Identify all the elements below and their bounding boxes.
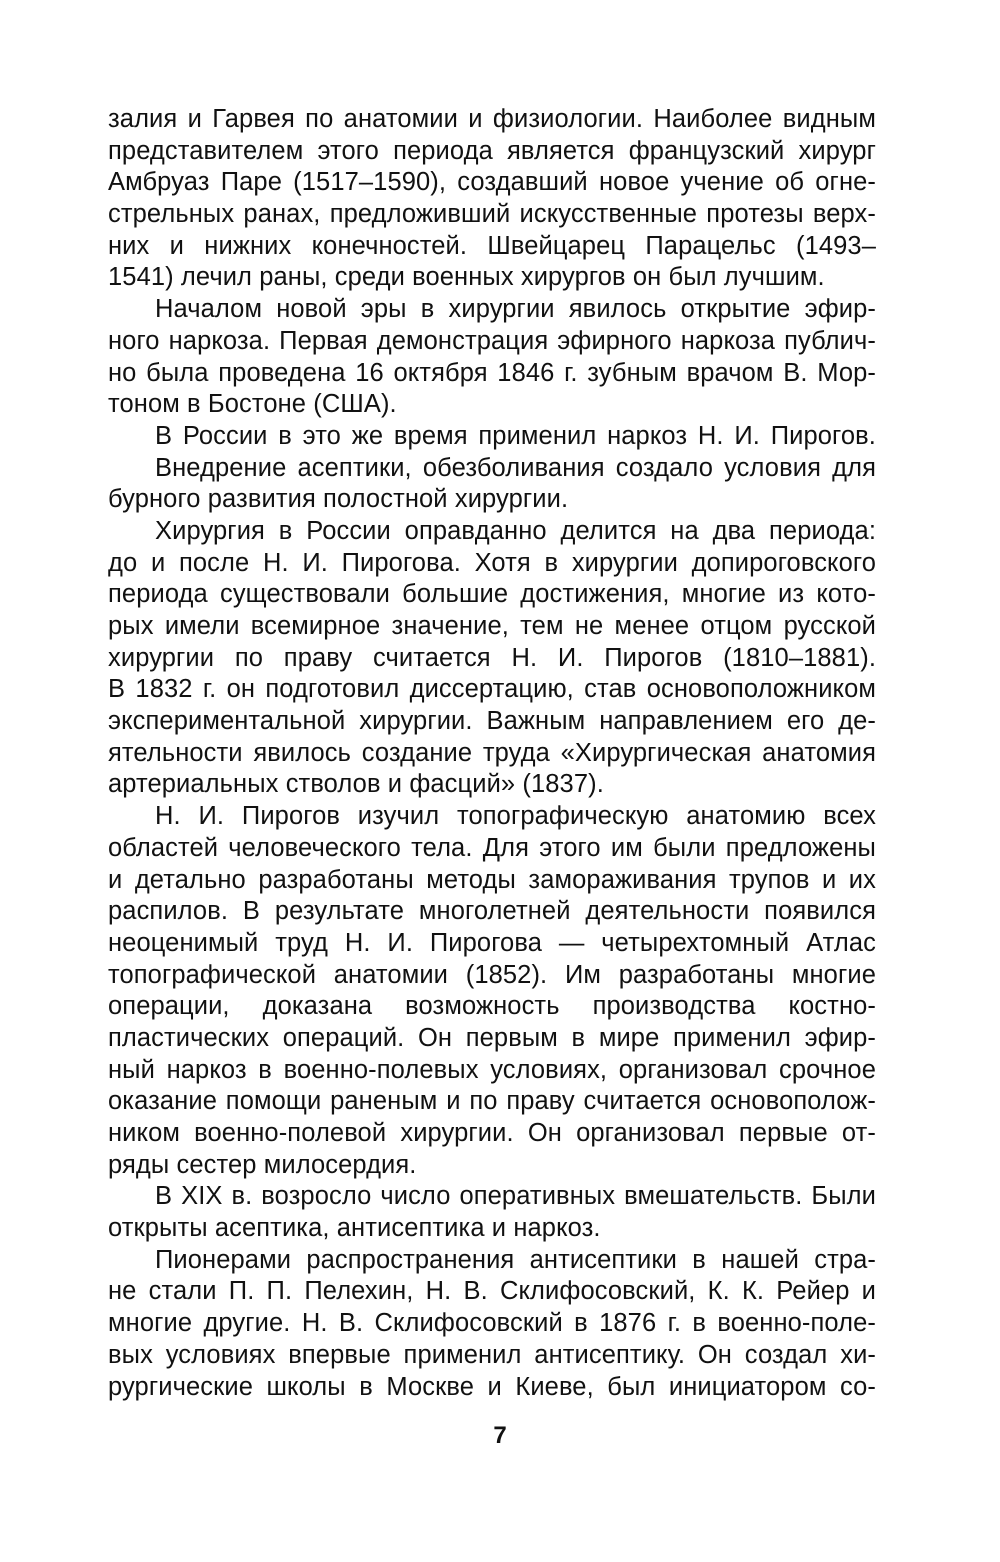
page-number: 7 [493, 1422, 507, 1449]
text-line: хирургии по праву считается Н. И. Пирогов (1810–1881). [108, 643, 876, 672]
text-line: Началом новой эры в хирургии явилось открытие эфир- [155, 295, 876, 324]
text-line: представителем этого периода является французский хирург [108, 136, 876, 165]
text-line: но была проведена 16 октября 1846 г. зубным врачом В. Мор- [108, 358, 876, 387]
text-line: Амбруаз Паре (1517–1590), создавший новое учение об огне- [108, 168, 876, 197]
paragraph [108, 421, 876, 453]
text-line: ного наркоза. Первая демонстрация эфирного наркоза публич- [108, 326, 876, 355]
paragraph [108, 453, 876, 516]
text-line: артериальных стволов и фасций» (1837). [108, 770, 604, 799]
text-line: В России в это же время применил наркоз Н. И. Пирогов. [155, 421, 876, 450]
text-line: до и после Н. И. Пирогова. Хотя в хирургии допироговского [108, 548, 876, 577]
text-line: топографической анатомии (1852). Им разработаны многие [108, 960, 876, 989]
text-line: них и нижних конечностей. Швейцарец Парацельс (1493– [108, 231, 876, 260]
text-line: многие другие. Н. В. Склифосовский в 1876 г. в военно-поле- [108, 1309, 876, 1338]
text-line: рых имели всемирное значение, тем не менее отцом русской [108, 612, 876, 640]
text-line: ный наркоз в военно-полевых условиях, организовал срочное [108, 1055, 876, 1084]
paragraph [108, 294, 876, 421]
text-line: ятельности явилось создание труда «Хирургическая анатомия [108, 738, 876, 767]
text-line: рургические школы в Москве и Киеве, был инициатором со- [108, 1372, 876, 1401]
text-line: Н. И. Пирогов изучил топографическую анатомию всех [155, 802, 876, 831]
text-line: ряды сестер милосердия. [108, 1150, 417, 1179]
text-line: экспериментальной хирургии. Важным направлением его де- [108, 707, 876, 736]
paragraph [108, 1181, 876, 1244]
page-body [108, 104, 876, 1403]
text-line: Пионерами распространения антисептики в нашей стра- [155, 1245, 876, 1274]
text-line: распилов. В результате многолетней деятельности появился [108, 897, 876, 926]
paragraph [108, 516, 876, 801]
text-line: областей человеческого тела. Для этого им были предложены [108, 833, 876, 862]
text-line: Внедрение асептики, обезболивания создало условия для [155, 453, 876, 482]
text-line: стрельных ранах, предложивший искусственные протезы верх- [108, 200, 876, 229]
text-line: В XIX в. возросло число оперативных вмешательств. Были [155, 1182, 876, 1211]
text-line: залия и Гарвея по анатомии и физиологии. Наиболее видным [108, 105, 876, 133]
text-line: ником военно-полевой хирургии. Он организовал первые от- [108, 1119, 876, 1147]
text-line: бурного развития полостной хирургии. [108, 485, 569, 514]
text-line: тоном в Бостоне (США). [108, 390, 397, 419]
text-line: открыты асептика, антисептика и наркоз. [108, 1214, 601, 1243]
paragraph [108, 1245, 876, 1403]
text-line: пластических операций. Он первым в мире применил эфир- [108, 1023, 876, 1052]
text-line: оказание помощи раненым и по праву считается основополож- [108, 1087, 876, 1116]
text-line: неоценимый труд Н. И. Пирогова — четырехтомный Атлас [108, 928, 876, 957]
text-line: В 1832 г. он подготовил диссертацию, став основоположником [108, 675, 876, 704]
text-line: вых условиях впервые применил антисептику. Он создал хи- [108, 1340, 876, 1369]
text-line: и детально разработаны методы замораживания трупов и их [108, 865, 876, 894]
text-line: периода существовали большие достижения, многие из кото- [108, 580, 876, 609]
text-line: Хирургия в России оправданно делится на два периода: [155, 516, 876, 545]
text-line: 1541) лечил раны, среди военных хирургов он был лучшим. [108, 263, 825, 292]
paragraph [108, 104, 876, 294]
paragraph [108, 801, 876, 1181]
text-line: не стали П. П. Пелехин, Н. В. Склифосовский, К. К. Рейер и [108, 1277, 876, 1306]
text-line: операции, доказана возможность производства костно- [108, 992, 876, 1021]
